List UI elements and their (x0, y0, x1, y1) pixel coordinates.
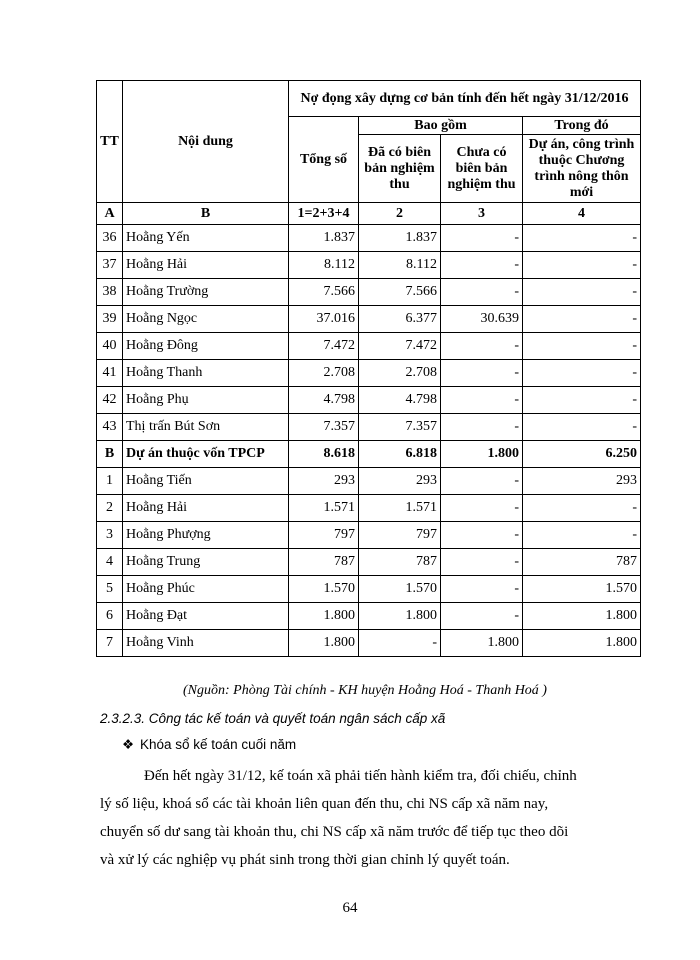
row-ntm-cell: - (523, 225, 641, 252)
row-not-accepted-cell: - (441, 279, 523, 306)
paragraph-line: Đến hết ngày 31/12, kế toán xã phải tiến hành kiểm tra, đối chiếu, chỉnh (144, 768, 577, 784)
debt-table (96, 80, 641, 657)
table-row (97, 414, 641, 441)
table-row (97, 306, 641, 333)
row-tt-cell: 43 (97, 414, 123, 441)
row-tt-cell: 7 (97, 630, 123, 657)
table-row (97, 576, 641, 603)
row-not-accepted-cell: - (441, 387, 523, 414)
row-accepted-cell: 1.570 (359, 576, 441, 603)
table-row (97, 468, 641, 495)
row-not-accepted-cell: - (441, 603, 523, 630)
row-ntm-cell: - (523, 279, 641, 306)
row-total-cell: 2.708 (289, 360, 359, 387)
header-includes: Bao gồm (359, 117, 523, 135)
table-row (97, 360, 641, 387)
row-name-cell: Hoằng Trung (123, 549, 289, 576)
row-not-accepted-cell: - (441, 549, 523, 576)
source-note: (Nguồn: Phòng Tài chính - KH huyện Hoằng Hoá - Thanh Hoá ) (183, 683, 547, 698)
row-accepted-cell: 293 (359, 468, 441, 495)
table-row (97, 522, 641, 549)
row-ntm-cell: 1.800 (523, 630, 641, 657)
index-cell: A (97, 203, 123, 225)
row-tt-cell: 5 (97, 576, 123, 603)
row-tt-cell: 36 (97, 225, 123, 252)
row-ntm-cell: 787 (523, 549, 641, 576)
row-total-cell: 293 (289, 468, 359, 495)
row-tt-cell: B (97, 441, 123, 468)
row-total-cell: 1.800 (289, 630, 359, 657)
row-tt-cell: 41 (97, 360, 123, 387)
row-ntm-cell: - (523, 252, 641, 279)
row-name-cell: Hoằng Thanh (123, 360, 289, 387)
paragraph-line: lý số liệu, khoá sổ các tài khoản liên quan đến thu, chi NS cấp xã năm nay, (100, 796, 549, 812)
row-ntm-cell: - (523, 387, 641, 414)
row-not-accepted-cell: - (441, 522, 523, 549)
row-not-accepted-cell: 1.800 (441, 441, 523, 468)
subheading (122, 737, 296, 753)
row-accepted-cell: 4.798 (359, 387, 441, 414)
row-name-cell: Dự án thuộc vốn TPCP (123, 441, 289, 468)
index-cell: 1=2+3+4 (289, 203, 359, 225)
row-tt-cell: 40 (97, 333, 123, 360)
paragraph-line: chuyển số dư sang tài khoản thu, chi NS cấp xã năm trước để tiếp tục theo dõi (100, 824, 569, 840)
row-accepted-cell: 7.472 (359, 333, 441, 360)
row-total-cell: 7.472 (289, 333, 359, 360)
row-name-cell: Hoằng Phượng (123, 522, 289, 549)
row-name-cell: Hoằng Phúc (123, 576, 289, 603)
row-total-cell: 797 (289, 522, 359, 549)
row-ntm-cell: - (523, 495, 641, 522)
index-cell: 2 (359, 203, 441, 225)
row-ntm-cell: - (523, 522, 641, 549)
table-row (97, 603, 641, 630)
page-number: 64 (342, 900, 358, 916)
row-name-cell: Hoằng Đông (123, 333, 289, 360)
row-not-accepted-cell: - (441, 252, 523, 279)
row-name-cell: Hoằng Tiến (123, 468, 289, 495)
row-accepted-cell: 2.708 (359, 360, 441, 387)
row-ntm-cell: 293 (523, 468, 641, 495)
row-ntm-cell: 1.570 (523, 576, 641, 603)
header-content: Nội dung (123, 81, 289, 203)
section-heading: 2.3.2.3. Công tác kế toán và quyết toán ngân sách cấp xã (100, 711, 446, 726)
row-name-cell: Hoằng Ngọc (123, 306, 289, 333)
row-total-cell: 787 (289, 549, 359, 576)
row-total-cell: 37.016 (289, 306, 359, 333)
row-total-cell: 1.570 (289, 576, 359, 603)
header-col-ntm: Dự án, công trình thuộc Chương trình nông thôn mới (523, 135, 641, 203)
row-ntm-cell: - (523, 414, 641, 441)
row-not-accepted-cell: - (441, 414, 523, 441)
row-accepted-cell: 787 (359, 549, 441, 576)
header-of-which: Trong đó (523, 117, 641, 135)
index-row (97, 203, 641, 225)
row-name-cell: Hoằng Hải (123, 495, 289, 522)
table-row (97, 252, 641, 279)
table-row (97, 225, 641, 252)
row-tt-cell: 42 (97, 387, 123, 414)
index-cell: 4 (523, 203, 641, 225)
header-tt: TT (97, 81, 123, 203)
row-not-accepted-cell: - (441, 333, 523, 360)
row-not-accepted-cell: 1.800 (441, 630, 523, 657)
row-tt-cell: 2 (97, 495, 123, 522)
row-name-cell: Hoằng Hải (123, 252, 289, 279)
header-col-not-accepted: Chưa có biên bản nghiệm thu (441, 135, 523, 203)
row-name-cell: Hoằng Trường (123, 279, 289, 306)
row-accepted-cell: 8.112 (359, 252, 441, 279)
row-accepted-cell: 1.571 (359, 495, 441, 522)
row-total-cell: 1.837 (289, 225, 359, 252)
row-total-cell: 1.800 (289, 603, 359, 630)
header-total: Tổng số (289, 117, 359, 203)
table-row (97, 549, 641, 576)
index-cell: B (123, 203, 289, 225)
row-total-cell: 4.798 (289, 387, 359, 414)
row-ntm-cell: - (523, 306, 641, 333)
index-cell: 3 (441, 203, 523, 225)
body-paragraph (100, 762, 638, 874)
table-row (97, 387, 641, 414)
row-accepted-cell: - (359, 630, 441, 657)
row-accepted-cell: 1.837 (359, 225, 441, 252)
header-col-accepted: Đã có biên bản nghiệm thu (359, 135, 441, 203)
row-name-cell: Thị trấn Bút Sơn (123, 414, 289, 441)
row-tt-cell: 1 (97, 468, 123, 495)
paragraph-line: và xử lý các nghiệp vụ phát sinh trong thời gian chỉnh lý quyết toán. (100, 852, 510, 868)
table-row (97, 630, 641, 657)
row-total-cell: 1.571 (289, 495, 359, 522)
row-tt-cell: 38 (97, 279, 123, 306)
row-tt-cell: 37 (97, 252, 123, 279)
row-name-cell: Hoằng Yến (123, 225, 289, 252)
row-tt-cell: 39 (97, 306, 123, 333)
row-not-accepted-cell: - (441, 225, 523, 252)
row-ntm-cell: - (523, 360, 641, 387)
row-tt-cell: 4 (97, 549, 123, 576)
row-accepted-cell: 7.566 (359, 279, 441, 306)
row-accepted-cell: 6.377 (359, 306, 441, 333)
row-name-cell: Hoằng Đạt (123, 603, 289, 630)
row-total-cell: 8.112 (289, 252, 359, 279)
row-name-cell: Hoằng Phụ (123, 387, 289, 414)
header-debt-title: Nợ đọng xây dựng cơ bản tính đến hết ngày 31/12/2016 (289, 81, 641, 117)
row-accepted-cell: 7.357 (359, 414, 441, 441)
row-total-cell: 7.357 (289, 414, 359, 441)
row-accepted-cell: 797 (359, 522, 441, 549)
row-accepted-cell: 6.818 (359, 441, 441, 468)
row-not-accepted-cell: - (441, 576, 523, 603)
row-not-accepted-cell: - (441, 468, 523, 495)
diamond-bullet-icon: ❖ (122, 737, 135, 752)
row-not-accepted-cell: - (441, 495, 523, 522)
row-ntm-cell: 1.800 (523, 603, 641, 630)
row-not-accepted-cell: - (441, 360, 523, 387)
row-name-cell: Hoằng Vinh (123, 630, 289, 657)
subheading-text: Khóa sổ kế toán cuối năm (140, 737, 297, 752)
table-row (97, 495, 641, 522)
row-ntm-cell: - (523, 333, 641, 360)
row-tt-cell: 3 (97, 522, 123, 549)
table-row (97, 279, 641, 306)
table-row (97, 333, 641, 360)
row-total-cell: 8.618 (289, 441, 359, 468)
row-total-cell: 7.566 (289, 279, 359, 306)
row-ntm-cell: 6.250 (523, 441, 641, 468)
row-accepted-cell: 1.800 (359, 603, 441, 630)
row-tt-cell: 6 (97, 603, 123, 630)
table-row (97, 441, 641, 468)
row-not-accepted-cell: 30.639 (441, 306, 523, 333)
